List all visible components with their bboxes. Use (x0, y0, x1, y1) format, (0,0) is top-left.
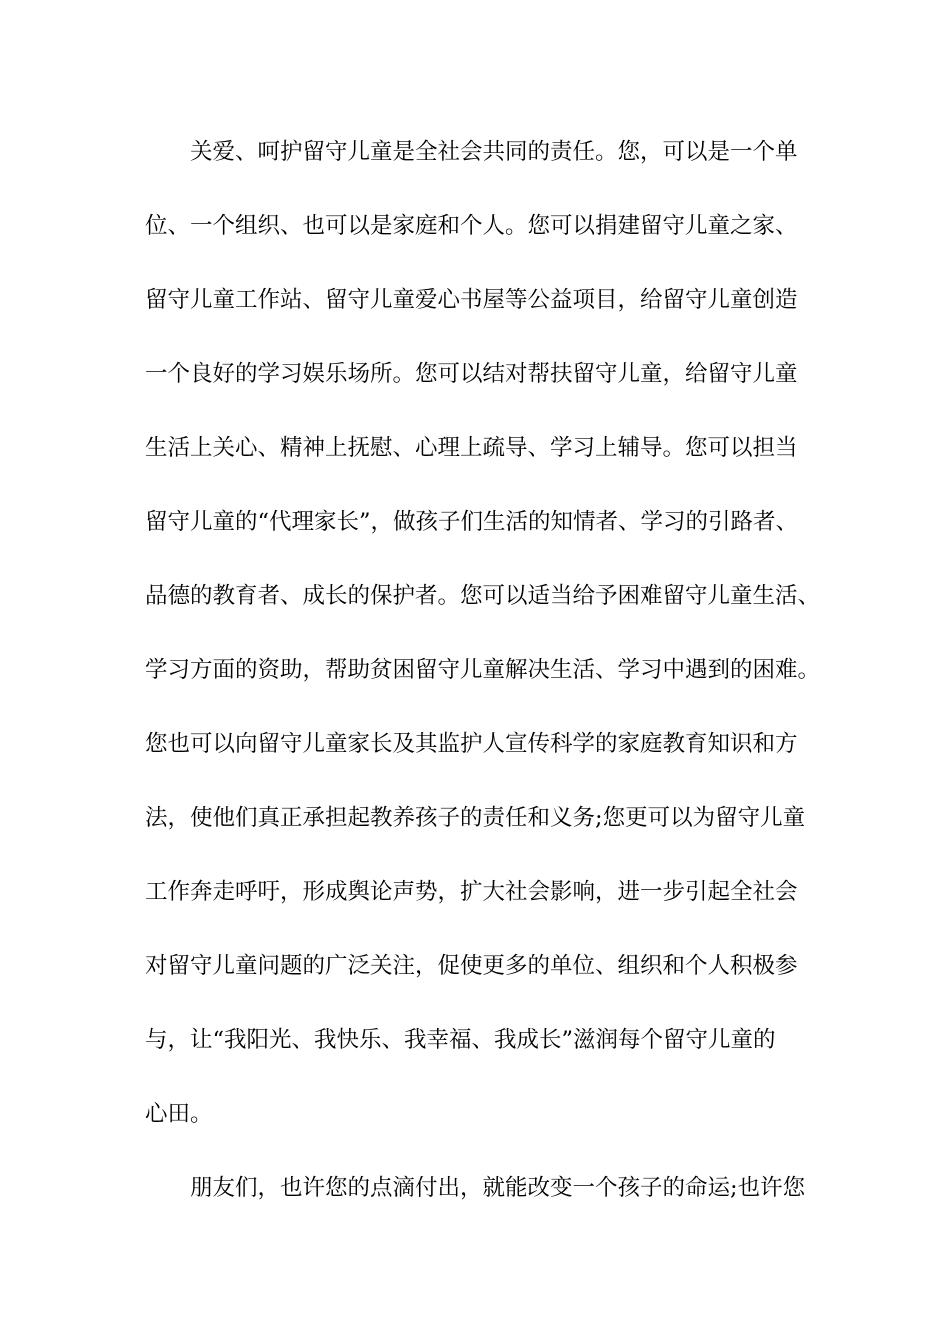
paragraph-line: 您也可以向留守儿童家长及其监护人宣传科学的家庭教育知识和方 (145, 731, 798, 757)
paragraph-line: 生活上关心、精神上抚慰、心理上疏导、学习上辅导。您可以担当 (145, 435, 798, 461)
paragraph-line: 对留守儿童问题的广泛关注，促使更多的单位、组织和个人积极参 (145, 953, 798, 979)
paragraph-line: 留守儿童工作站、留守儿童爱心书屋等公益项目，给留守儿童创造 (145, 287, 798, 313)
paragraph-line: 位、一个组织、也可以是家庭和个人。您可以捐建留守儿童之家、 (145, 213, 798, 239)
paragraph-line: 与，让“我阳光、我快乐、我幸福、我成长”滋润每个留守儿童的 (145, 1027, 776, 1053)
paragraph-line: 一个良好的学习娱乐场所。您可以结对帮扶留守儿童，给留守儿童 (145, 361, 798, 387)
paragraph-line: 朋友们，也许您的点滴付出，就能改变一个孩子的命运;也许您 (190, 1175, 806, 1201)
paragraph-line: 关爱、呵护留守儿童是全社会共同的责任。您，可以是一个单 (190, 139, 798, 165)
paragraph-line: 学习方面的资助，帮助贫困留守儿童解决生活、学习中遇到的困难。 (145, 657, 821, 683)
body-text (145, 127, 845, 1237)
paragraph-line: 法，使他们真正承担起教养孩子的责任和义务;您更可以为留守儿童 (145, 805, 806, 831)
paragraph-line: 心田。 (145, 1101, 213, 1127)
paragraph-line: 留守儿童的“代理家长”，做孩子们生活的知情者、学习的引路者、 (145, 509, 799, 535)
paragraph-line: 品德的教育者、成长的保护者。您可以适当给予困难留守儿童生活、 (145, 583, 821, 609)
paragraph-line: 工作奔走呼吁，形成舆论声势，扩大社会影响，进一步引起全社会 (145, 879, 798, 905)
